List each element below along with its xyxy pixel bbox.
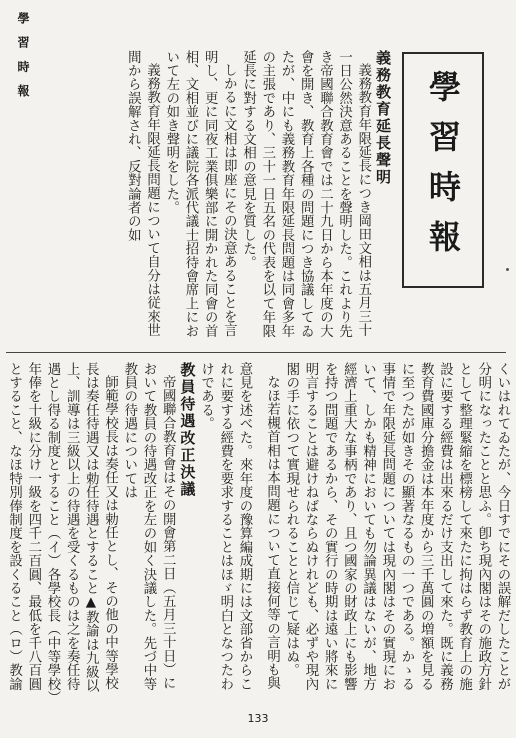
article-paragraph: くいはれてゐたが、今日すでにその誤解だしたことが分明になったことと思ふ。卽ち現內閣はその施政方針として整理緊縮を標榜して來たに拘はらず教育上の施設に要する經費は出來るだけ支出して來た。既に義務教育費國庫分擔金は本年度から三千萬圓の増額を見るに至つたが如きその顯著なるもの一つである。かゝる事情で年限延長問題については現內閣はその實現において、しかも精神においても勿論異議はないが、地方經濟上重大な事柄であり、且つ國家の財政上にも影響を持つ問題であるから、その實行の時期は遠い將來に明言することは避けねばならぬけれども、必ずや現內閣の手に依つて實現せられることと信じて疑はぬ。 bbox=[283, 362, 510, 691]
margin-mark bbox=[506, 268, 509, 271]
article-paragraph: 意見を述べた。來年度の豫算編成期には文部省からこれに要する經費を要求することはほゞ明白となつたわけである。 bbox=[198, 362, 252, 691]
article-paragraph: 義務教育年限延長問題について自分は従來世間から誤解され、反對論者の如 bbox=[125, 50, 160, 338]
running-head: 學 習 時 報 bbox=[16, 12, 30, 101]
masthead-title: 學習時報 bbox=[424, 70, 462, 270]
article-paragraph: しかるに文相は即座にその決意あることを言明し、更に同夜工業俱樂部に開かれた同會の首相、文相並びに議院各派代議士招待會席上において左の如き聲明をした。 bbox=[163, 50, 237, 338]
lower-right-column bbox=[262, 362, 512, 698]
section-divider bbox=[6, 352, 506, 353]
masthead-box bbox=[402, 52, 484, 288]
page-number: 133 bbox=[247, 712, 269, 725]
article-paragraph: なほ若槻首相は本問題について直接何等の言明も與 bbox=[264, 375, 280, 691]
article-paragraph: 帝國聯合教育會はその開會第二日（五月三十日）において教員の待遇改正を左の如く決議した。先づ中等教員の待遇については bbox=[121, 362, 176, 691]
article-heading: 教員待遇改正決議 bbox=[178, 362, 197, 498]
article-paragraph: 師範學校長は奏任又は勅任とし、その他の中等學校長は奏任待遇又は勅任待遇とすること▲教諭は九級以上、訓導は三級以上の待遇を受くるものは之を奏任待遇とし得る制度とすること（イ）各學校長（中等學校）年俸を十級に分け一級を四千二百圓、最低を千八百圓とすること、なほ特別俸制度を設くること（ロ）教諭 bbox=[6, 362, 118, 698]
lower-left-column bbox=[4, 362, 254, 698]
article-heading: 義務教育延長聲明 bbox=[374, 50, 392, 186]
upper-article bbox=[82, 50, 392, 340]
article-paragraph: 義務教育年限延長につき岡田文相は五月三十一日公然決意あることを聲明した。これより先き帝國聯合教育會では二十九日から本年度の大會を開き、教育上各種の問題につき協議してゐたが、中にも義務教育年限延長問題は同會多年の主張であり、三十一日五名の代表を以て年限延長に對する文相の意見を質した。 bbox=[240, 50, 371, 338]
